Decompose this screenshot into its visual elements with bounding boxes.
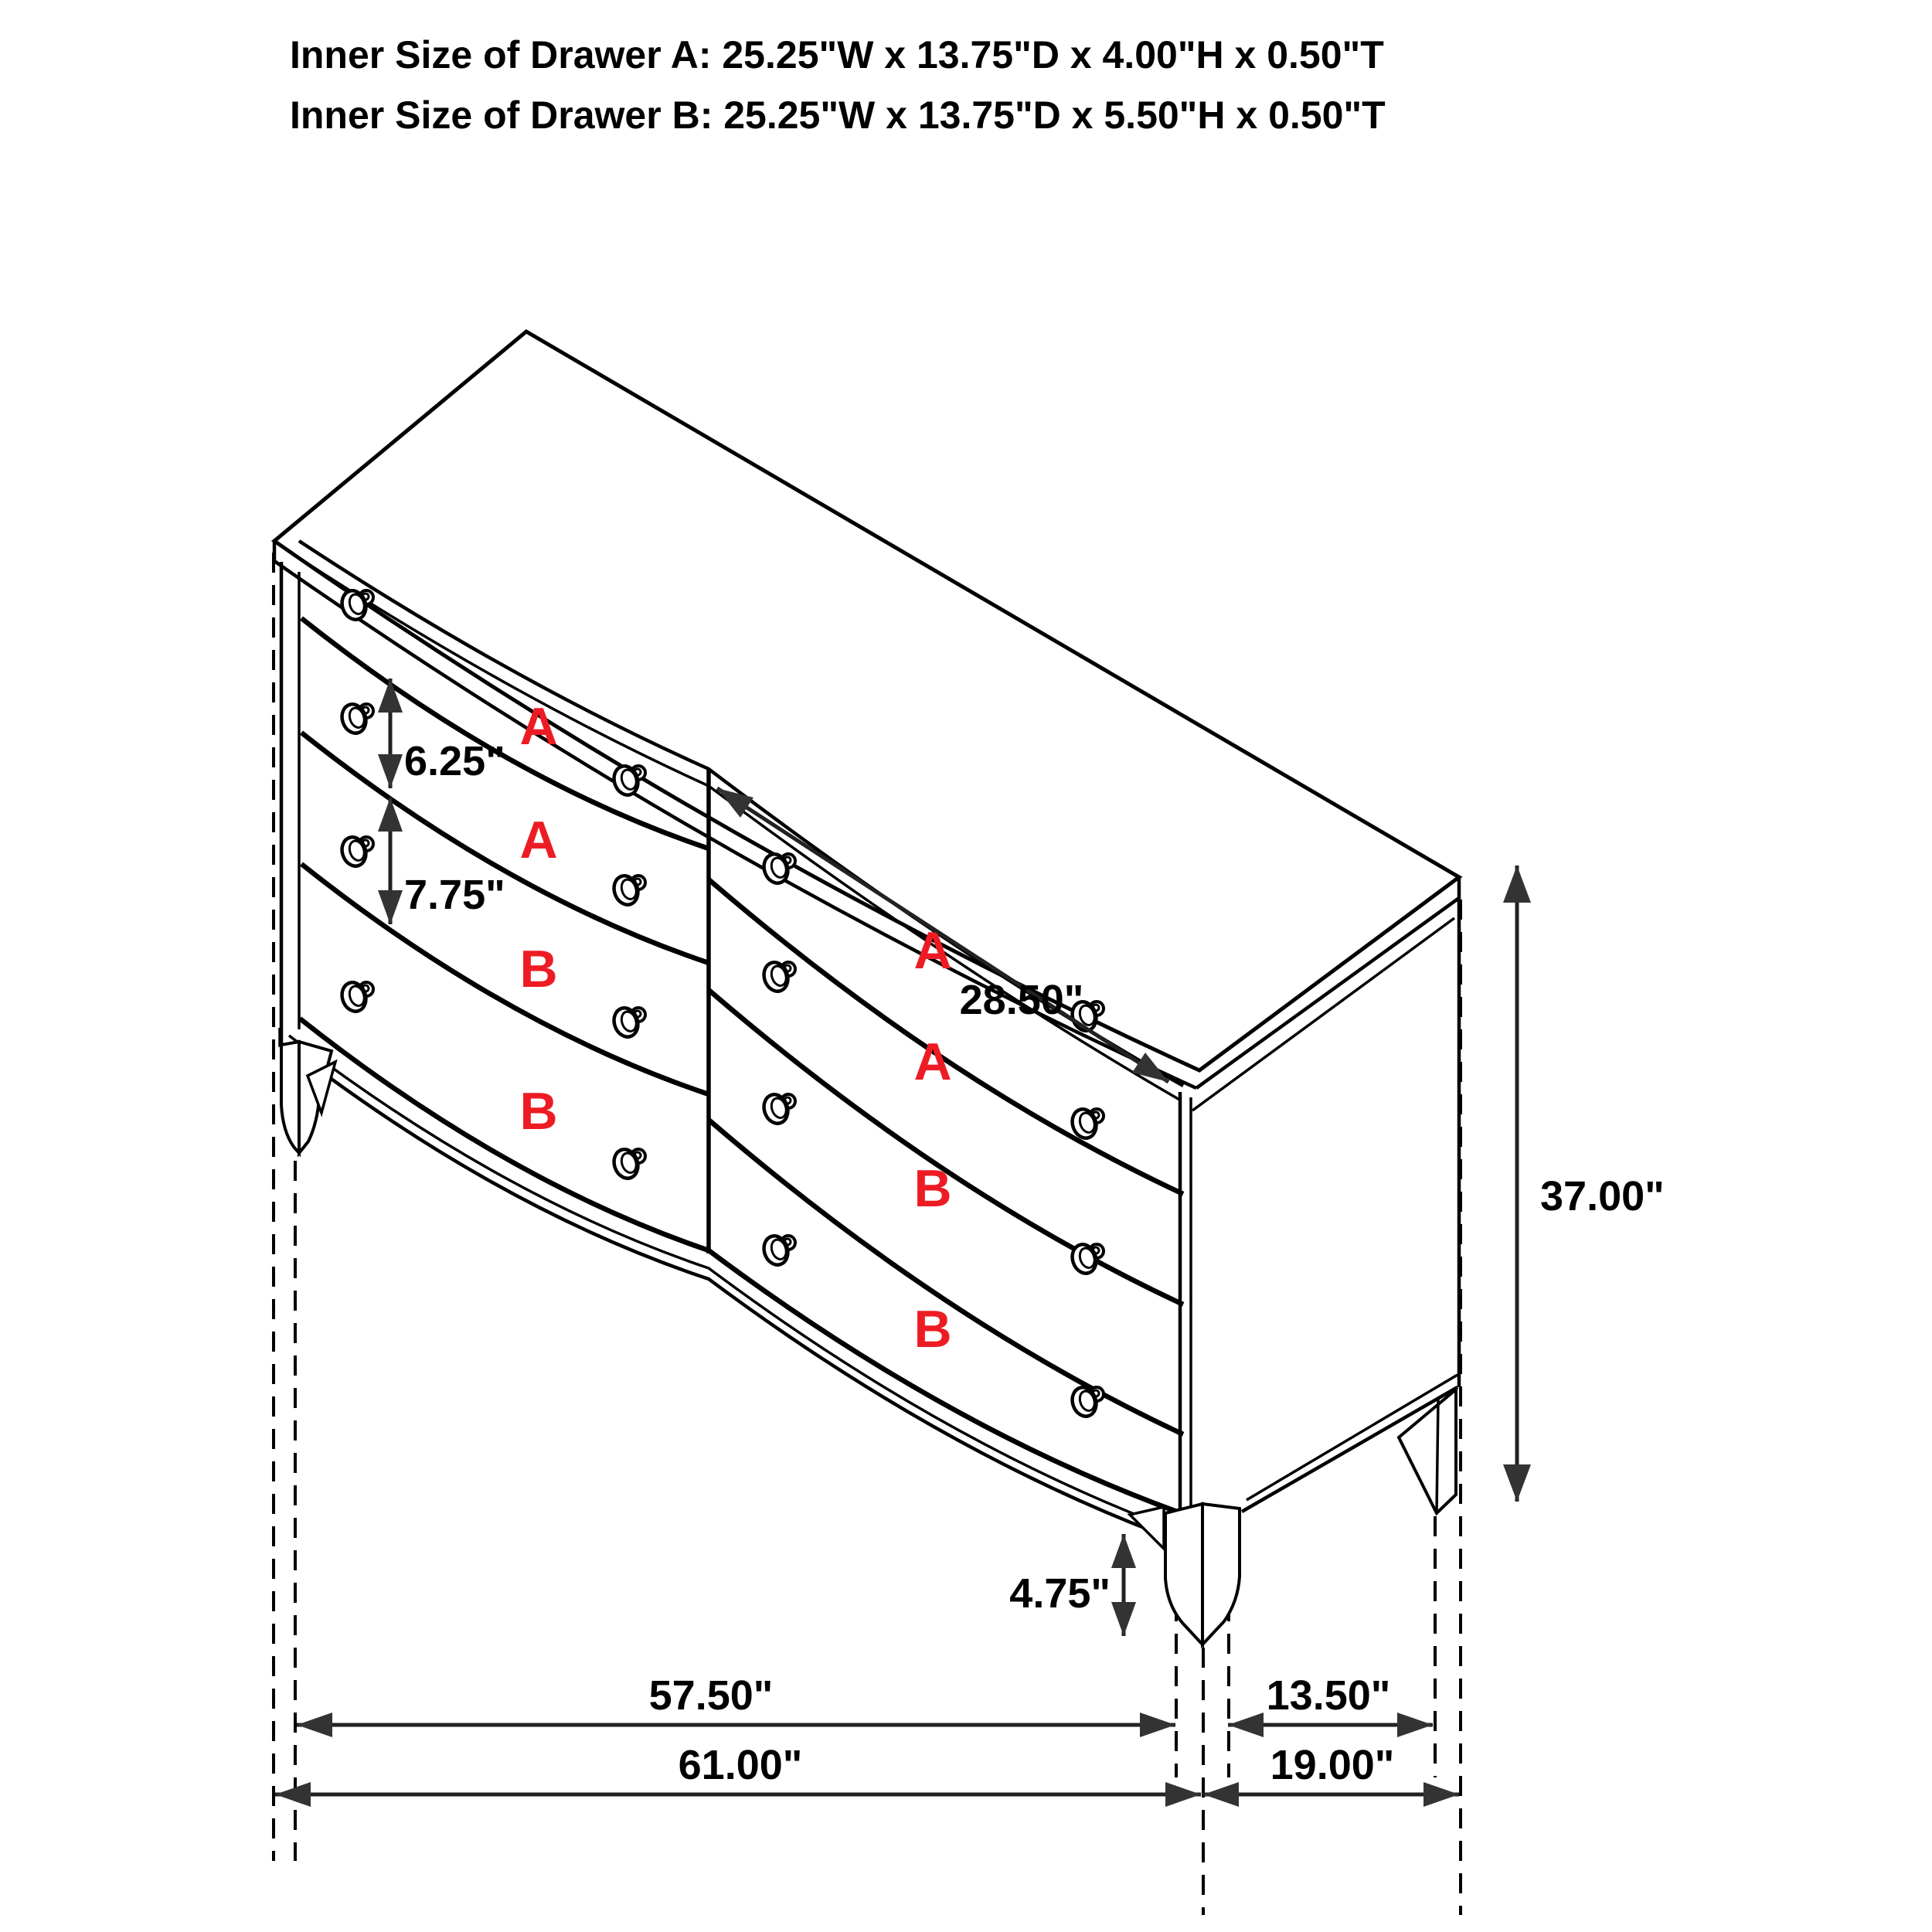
dim-overall-height: 37.00" bbox=[1540, 1173, 1665, 1219]
drawer-label: B bbox=[913, 1300, 952, 1359]
drawer-label: B bbox=[913, 1159, 952, 1218]
drawer-label: A bbox=[519, 697, 558, 756]
drawer-label: A bbox=[913, 1032, 952, 1091]
front-left-leg bbox=[281, 1042, 335, 1153]
header-line-drawer-b: Inner Size of Drawer B: 25.25"W x 13.75"D x 5.50"H x 0.50"T bbox=[290, 94, 1386, 137]
bottom-rail bbox=[280, 1019, 1187, 1544]
dim-front-width-overall: 61.00" bbox=[678, 1742, 803, 1788]
dim-front-width-inner: 57.50" bbox=[648, 1672, 774, 1719]
back-right-leg bbox=[1399, 1389, 1456, 1513]
front-right-leg bbox=[1130, 1504, 1240, 1645]
dresser-top-surface bbox=[274, 332, 1459, 1070]
header-line-drawer-a: Inner Size of Drawer A: 25.25"W x 13.75"D x 4.00"H x 0.50"T bbox=[290, 33, 1384, 77]
dim-drawer-b-spacing: 7.75" bbox=[404, 872, 505, 918]
dim-drawer-a-spacing: 6.25" bbox=[404, 738, 505, 784]
drawer-label: A bbox=[519, 811, 558, 869]
dresser-drawing bbox=[274, 332, 1459, 1645]
dim-depth-overall: 19.00" bbox=[1270, 1742, 1395, 1788]
dim-right-front-width: 28.50" bbox=[959, 977, 1084, 1023]
drawer-label: A bbox=[913, 921, 952, 980]
drawer-label: B bbox=[519, 1082, 558, 1141]
dim-depth-inner: 13.50" bbox=[1266, 1672, 1391, 1719]
header-text bbox=[290, 33, 1386, 137]
dim-leg-height: 4.75" bbox=[1009, 1570, 1111, 1617]
drawer-label: B bbox=[519, 940, 558, 998]
